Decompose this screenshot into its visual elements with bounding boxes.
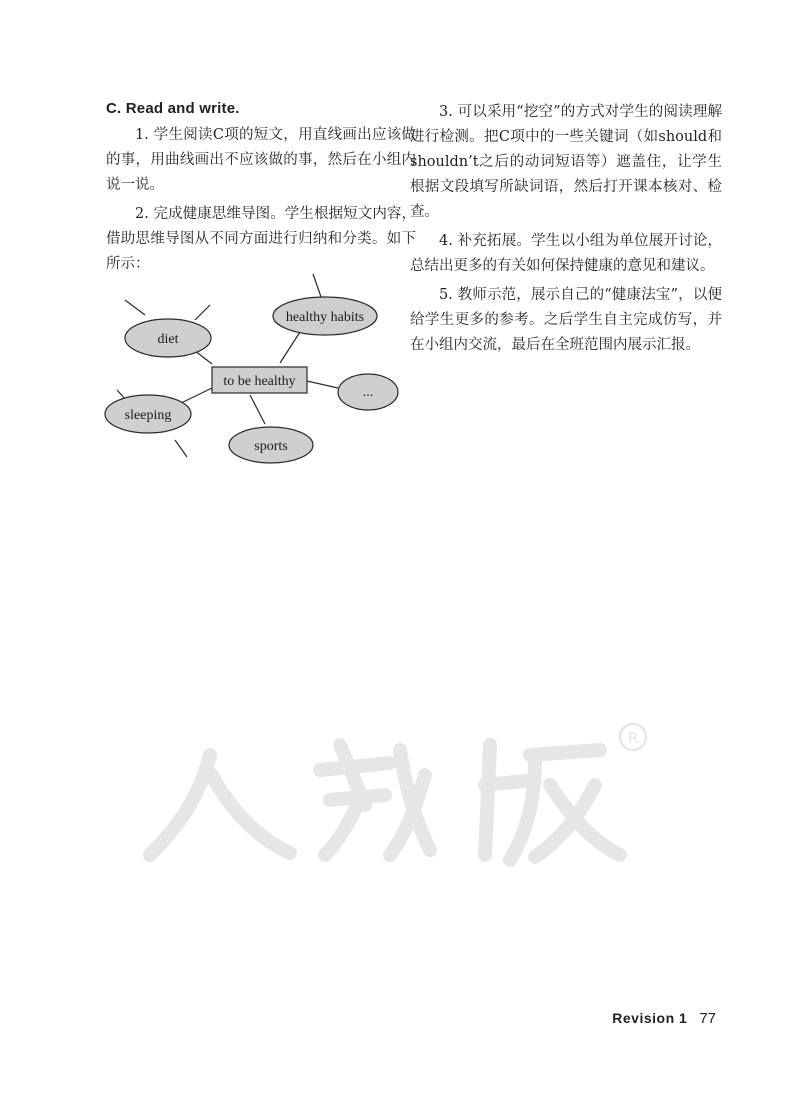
left-column — [106, 100, 416, 281]
node-diet-label: diet — [157, 332, 179, 347]
node-healthy-habits-label: healthy habits — [285, 310, 365, 325]
node-more-label: ... — [362, 385, 374, 400]
node-sports-label: sports — [254, 439, 288, 454]
paragraph-1: 1. 学生阅读C项的短文，用直线画出应该做的事，用曲线画出不应该做的事，然后在小组内说一说。 — [106, 127, 416, 193]
health-mind-map — [100, 272, 400, 467]
paragraph-2: 2. 完成健康思维导图。学生根据短文内容，借助思维导图从不同方面进行归纳和分类。如下所示： — [106, 206, 416, 272]
paragraph-3: 3. 可以采用“挖空”的方式对学生的阅读理解进行检测。把C项中的一些关键词（如should和shouldn’t之后的动词短语等）遮盖住，让学生根据文段填写所缺词语，然后打开课本核对、检查。 — [410, 104, 722, 220]
paragraph-4: 4. 补充拓展。学生以小组为单位展开讨论，总结出更多的有关如何保持健康的意见和建议。 — [410, 233, 722, 274]
right-column — [410, 100, 722, 362]
node-sleeping-label: sleeping — [124, 408, 172, 423]
section-title: C. Read and write. — [106, 100, 240, 117]
page-footer — [612, 1010, 716, 1027]
svg-text:R: R — [627, 729, 639, 747]
publisher-watermark — [140, 715, 660, 875]
center-label: to be healthy — [223, 374, 296, 389]
footer-unit-label: Revision 1 — [612, 1010, 688, 1026]
paragraph-5: 5. 教师示范，展示自己的“健康法宝”，以便给学生更多的参考。之后学生自主完成仿写，并在小组内交流，最后在全班范围内展示汇报。 — [410, 287, 722, 353]
page-number: 77 — [699, 1010, 716, 1027]
